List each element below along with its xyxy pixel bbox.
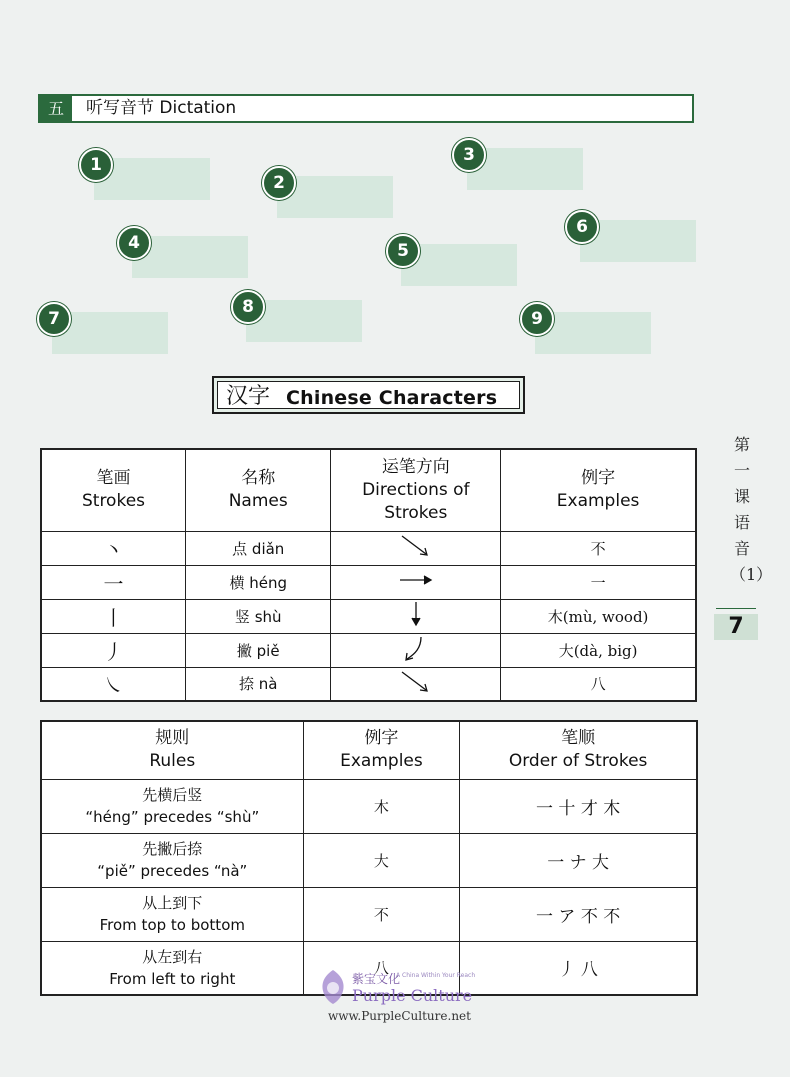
- watermark-url[interactable]: www.PurpleCulture.net: [328, 1009, 471, 1023]
- arrow-down-right-icon: [396, 668, 436, 696]
- purple-culture-logo-icon: [318, 968, 348, 1006]
- number-badge-4: 4: [117, 226, 151, 260]
- stroke-glyph: ㇏: [41, 667, 186, 701]
- rule-cell: [41, 833, 303, 887]
- header-zh: 笔画: [96, 468, 131, 489]
- stroke-example: 木(mù, wood): [501, 599, 696, 633]
- arrow-down-left-icon: [401, 634, 431, 662]
- header-zh: 例字: [364, 728, 399, 749]
- header-zh: 运笔方向: [381, 456, 450, 477]
- header-en: Examples: [556, 491, 640, 512]
- table-row: [41, 833, 697, 887]
- stroke-glyph: 丶: [41, 531, 186, 565]
- header-strokes: [41, 449, 186, 531]
- header-examples: [501, 449, 696, 531]
- rule-en: “piě” precedes “nà”: [97, 862, 248, 880]
- table-row: [41, 565, 696, 599]
- stroke-example: 大(dà, big): [501, 633, 696, 667]
- stroke-glyph: 丿: [41, 633, 186, 667]
- direction-cell: [331, 667, 501, 701]
- direction-cell: [331, 599, 501, 633]
- rule-cell: [41, 941, 303, 995]
- header-names: [186, 449, 331, 531]
- rule-cell: [41, 779, 303, 833]
- header-zh: 规则: [155, 728, 190, 749]
- header-en: Examples: [340, 751, 423, 772]
- rule-cell: [41, 887, 303, 941]
- number-badge-1: 1: [79, 148, 113, 182]
- side-divider: [716, 608, 756, 609]
- table-header-row: [41, 721, 697, 779]
- stroke-order: 一 十 才 木: [460, 779, 697, 833]
- section-header: [38, 94, 694, 123]
- header-en: Order of Strokes: [508, 751, 648, 772]
- table-row: [41, 779, 697, 833]
- header-zh: 名称: [241, 468, 276, 489]
- title-en: Chinese Characters: [286, 387, 498, 409]
- stroke-order: 丿 八: [460, 941, 697, 995]
- rule-example: 不: [303, 887, 460, 941]
- table-row: [41, 531, 696, 565]
- section-title: 听写音节 Dictation: [86, 98, 237, 118]
- stroke-name: 点 diǎn: [186, 531, 331, 565]
- chinese-characters-title: [212, 376, 525, 414]
- table-row: [41, 667, 696, 701]
- watermark-brand: Purple Culture: [352, 986, 473, 1005]
- header-zh: 例字: [581, 468, 616, 489]
- rule-zh: 从左到右: [142, 947, 203, 966]
- rule-en: From top to bottom: [99, 916, 245, 934]
- section-number: 五: [40, 96, 72, 121]
- stroke-order-table: [40, 720, 698, 996]
- rule-zh: 先撇后捺: [142, 840, 203, 858]
- rule-zh: 先横后竖: [142, 786, 203, 804]
- watermark-zh: 紫宝文化: [352, 972, 401, 986]
- rule-zh: 从上到下: [142, 894, 203, 912]
- stroke-name: 竖 shù: [186, 599, 331, 633]
- header-en: Strokes: [81, 491, 146, 512]
- table-row: [41, 599, 696, 633]
- stroke-example: 八: [501, 667, 696, 701]
- rule-en: From left to right: [109, 969, 236, 988]
- number-badge-5: 5: [386, 234, 420, 268]
- rule-example: 木: [303, 779, 460, 833]
- rule-en: “héng” precedes “shù”: [85, 808, 260, 826]
- number-badge-8: 8: [231, 290, 265, 324]
- stroke-glyph: 一: [41, 565, 186, 599]
- number-badge-3: 3: [452, 138, 486, 172]
- arrow-down-right-icon: [396, 532, 436, 560]
- table-row: [41, 887, 697, 941]
- stroke-example: 不: [501, 531, 696, 565]
- page-number: 7: [714, 614, 758, 640]
- stroke-order: 一 ア 不 不: [460, 887, 697, 941]
- stroke-name: 横 héng: [186, 565, 331, 599]
- header-rules: [41, 721, 303, 779]
- direction-cell: [331, 633, 501, 667]
- header-order: [460, 721, 697, 779]
- header-en: Directions of Strokes: [362, 479, 470, 523]
- header-en: Names: [228, 491, 288, 512]
- stroke-glyph: 丨: [41, 599, 186, 633]
- number-badge-7: 7: [37, 302, 71, 336]
- stroke-order: 一 ナ 大: [460, 833, 697, 887]
- stroke-example: 一: [501, 565, 696, 599]
- rule-example: 八: [303, 941, 460, 995]
- arrow-down-icon: [406, 600, 426, 628]
- direction-cell: [331, 531, 501, 565]
- title-zh: 汉字: [226, 384, 271, 409]
- number-badge-2: 2: [262, 166, 296, 200]
- arrow-right-icon: [396, 570, 436, 590]
- stroke-name: 捺 nà: [186, 667, 331, 701]
- rule-example: 大: [303, 833, 460, 887]
- header-directions: [331, 449, 501, 531]
- number-badge-9: 9: [520, 302, 554, 336]
- watermark-tagline: A China Within Your Reach: [396, 972, 476, 979]
- header-examples: [303, 721, 460, 779]
- direction-cell: [331, 565, 501, 599]
- header-zh: 笔顺: [561, 728, 596, 749]
- lesson-vertical-label: 第一课 语音（1）: [730, 435, 773, 584]
- header-en: Rules: [149, 751, 196, 772]
- table-header-row: [41, 449, 696, 531]
- stroke-name: 撇 piě: [186, 633, 331, 667]
- number-badge-6: 6: [565, 210, 599, 244]
- strokes-table: [40, 448, 697, 702]
- table-row: [41, 633, 696, 667]
